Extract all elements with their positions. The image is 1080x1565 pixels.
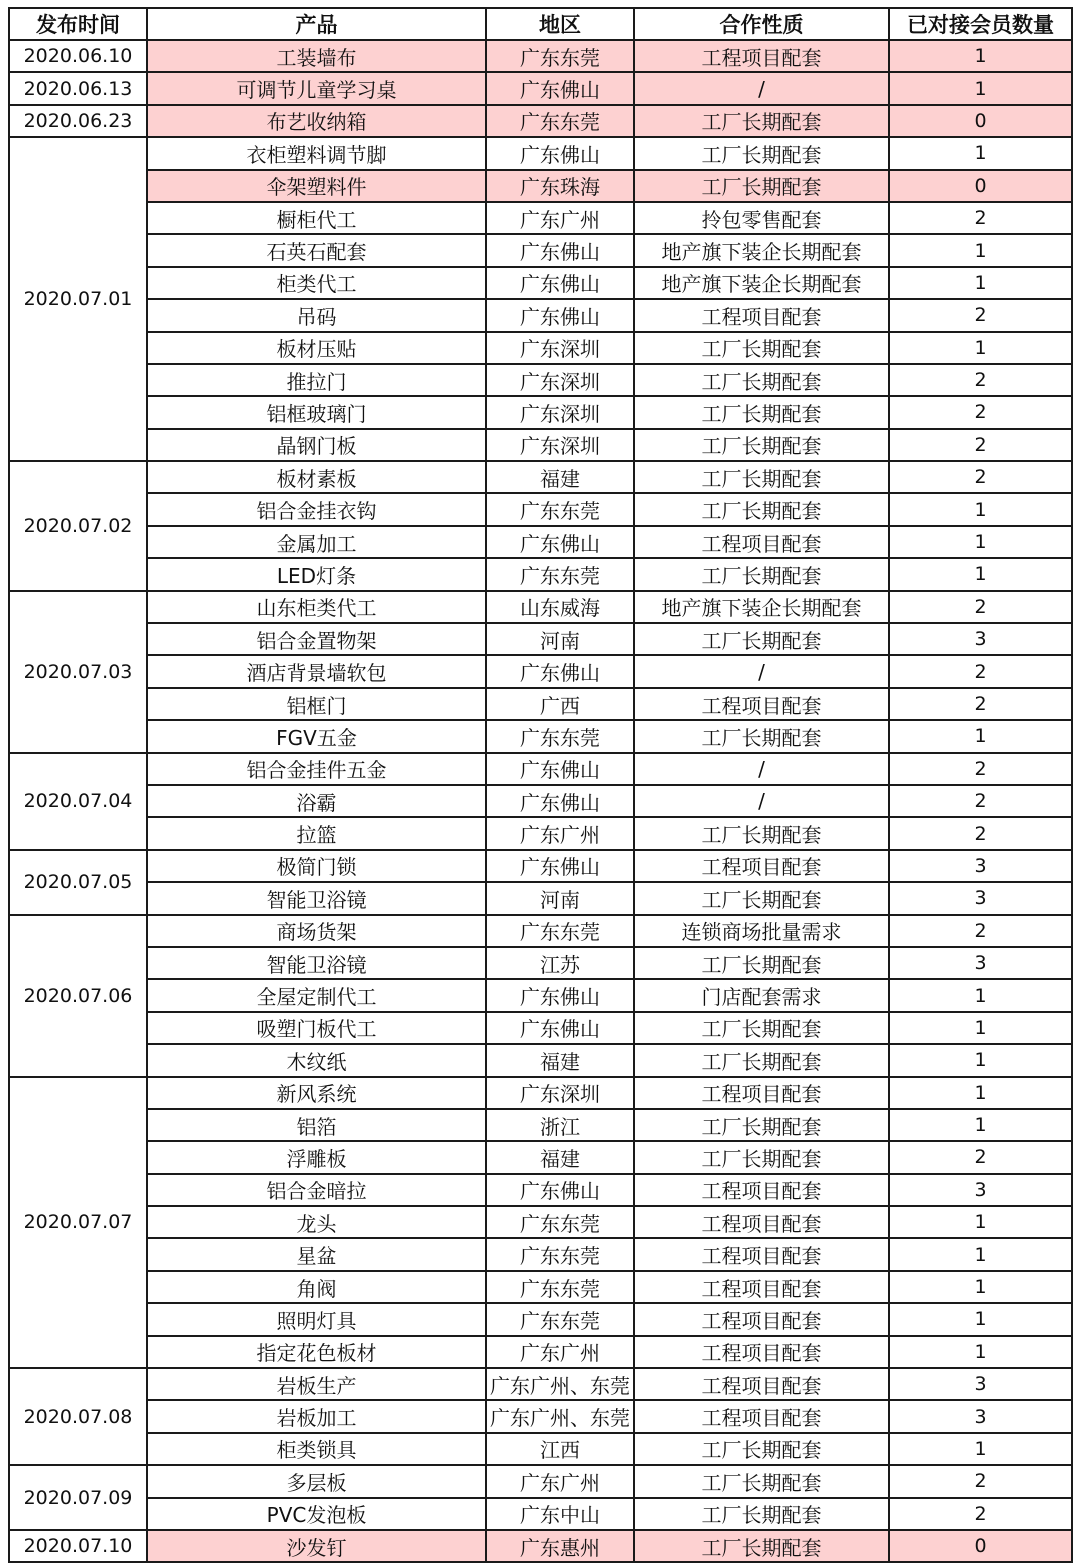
- nature-cell: 门店配套需求: [634, 979, 889, 1011]
- count-cell: 1: [889, 267, 1072, 299]
- count-cell: 3: [889, 850, 1072, 882]
- nature-cell: 工程项目配套: [634, 1238, 889, 1270]
- count-cell: 2: [889, 753, 1072, 785]
- table-row: [9, 915, 1072, 947]
- region-cell: 广东东莞: [486, 915, 634, 947]
- nature-cell: 工厂长期配套: [634, 1530, 889, 1562]
- header-count: 已对接会员数量: [889, 8, 1072, 40]
- count-cell: 1: [889, 1336, 1072, 1368]
- nature-cell: 拎包零售配套: [634, 202, 889, 234]
- nature-cell: 工厂长期配套: [634, 332, 889, 364]
- nature-cell: 工程项目配套: [634, 1368, 889, 1400]
- count-cell: 3: [889, 882, 1072, 914]
- count-cell: 1: [889, 137, 1072, 169]
- region-cell: 浙江: [486, 1109, 634, 1141]
- count-cell: 1: [889, 1012, 1072, 1044]
- table-row: [9, 493, 1072, 525]
- nature-cell: 工厂长期配套: [634, 1433, 889, 1465]
- count-cell: 2: [889, 915, 1072, 947]
- product-cell: FGV五金: [147, 720, 486, 752]
- region-cell: 广东东莞: [486, 720, 634, 752]
- nature-cell: 工厂长期配套: [634, 493, 889, 525]
- nature-cell: 地产旗下装企长期配套: [634, 591, 889, 623]
- table-row: [9, 429, 1072, 461]
- table-row: [9, 882, 1072, 914]
- product-cell: 多层板: [147, 1465, 486, 1497]
- table-row: [9, 1077, 1072, 1109]
- table-row: [9, 526, 1072, 558]
- region-cell: 福建: [486, 1141, 634, 1173]
- count-cell: 2: [889, 1141, 1072, 1173]
- region-cell: 广东佛山: [486, 753, 634, 785]
- product-cell: 板材压贴: [147, 332, 486, 364]
- date-cell: 2020.06.13: [9, 72, 147, 104]
- count-cell: 2: [889, 396, 1072, 428]
- nature-cell: 工程项目配套: [634, 1400, 889, 1432]
- nature-cell: 地产旗下装企长期配套: [634, 234, 889, 266]
- nature-cell: /: [634, 785, 889, 817]
- region-cell: 广东东莞: [486, 1238, 634, 1270]
- nature-cell: 工厂长期配套: [634, 1012, 889, 1044]
- product-cell: 板材素板: [147, 461, 486, 493]
- product-cell: 极简门锁: [147, 850, 486, 882]
- nature-cell: 工厂长期配套: [634, 137, 889, 169]
- nature-cell: /: [634, 72, 889, 104]
- region-cell: 广东广州、东莞: [486, 1400, 634, 1432]
- product-cell: 角阀: [147, 1271, 486, 1303]
- date-cell: 2020.07.06: [9, 915, 147, 1077]
- region-cell: 广东广州、东莞: [486, 1368, 634, 1400]
- count-cell: 3: [889, 1400, 1072, 1432]
- table-row: [9, 1141, 1072, 1173]
- nature-cell: 工程项目配套: [634, 850, 889, 882]
- header-row: [9, 8, 1072, 40]
- region-cell: 广东东莞: [486, 558, 634, 590]
- count-cell: 3: [889, 1174, 1072, 1206]
- date-cell: 2020.07.05: [9, 850, 147, 915]
- product-cell: 衣柜塑料调节脚: [147, 137, 486, 169]
- product-cell: 吸塑门板代工: [147, 1012, 486, 1044]
- count-cell: 3: [889, 623, 1072, 655]
- count-cell: 2: [889, 299, 1072, 331]
- count-cell: 1: [889, 1238, 1072, 1270]
- table-row: [9, 1400, 1072, 1432]
- date-cell: 2020.07.02: [9, 461, 147, 591]
- count-cell: 3: [889, 947, 1072, 979]
- region-cell: 广东佛山: [486, 137, 634, 169]
- table-row: [9, 785, 1072, 817]
- date-cell: 2020.07.01: [9, 137, 147, 461]
- region-cell: 广东佛山: [486, 1174, 634, 1206]
- nature-cell: 连锁商场批量需求: [634, 915, 889, 947]
- nature-cell: 工程项目配套: [634, 1336, 889, 1368]
- product-cell: 橱柜代工: [147, 202, 486, 234]
- table-row: [9, 1465, 1072, 1497]
- table-row: [9, 1530, 1072, 1562]
- nature-cell: 工厂长期配套: [634, 105, 889, 137]
- region-cell: 广东佛山: [486, 850, 634, 882]
- product-cell: 拉篮: [147, 817, 486, 849]
- region-cell: 广东广州: [486, 1336, 634, 1368]
- product-cell: 指定花色板材: [147, 1336, 486, 1368]
- table-row: [9, 817, 1072, 849]
- product-cell: 浮雕板: [147, 1141, 486, 1173]
- nature-cell: 工程项目配套: [634, 1174, 889, 1206]
- nature-cell: 工程项目配套: [634, 1271, 889, 1303]
- product-cell: 木纹纸: [147, 1044, 486, 1076]
- region-cell: 广东佛山: [486, 979, 634, 1011]
- count-cell: 1: [889, 1077, 1072, 1109]
- table-row: [9, 1336, 1072, 1368]
- count-cell: 2: [889, 655, 1072, 687]
- nature-cell: 工厂长期配套: [634, 170, 889, 202]
- table-row: [9, 850, 1072, 882]
- table-row: [9, 1271, 1072, 1303]
- nature-cell: 工厂长期配套: [634, 720, 889, 752]
- count-cell: 1: [889, 40, 1072, 72]
- table-row: [9, 364, 1072, 396]
- product-cell: 石英石配套: [147, 234, 486, 266]
- region-cell: 广东深圳: [486, 332, 634, 364]
- nature-cell: 工程项目配套: [634, 1206, 889, 1238]
- table-row: [9, 1109, 1072, 1141]
- date-cell: 2020.07.08: [9, 1368, 147, 1465]
- count-cell: 0: [889, 1530, 1072, 1562]
- nature-cell: 工程项目配套: [634, 526, 889, 558]
- product-cell: 岩板加工: [147, 1400, 486, 1432]
- table-row: [9, 1174, 1072, 1206]
- table-body: [9, 40, 1072, 1562]
- nature-cell: 工厂长期配套: [634, 461, 889, 493]
- nature-cell: 工厂长期配套: [634, 1044, 889, 1076]
- region-cell: 广东中山: [486, 1498, 634, 1530]
- table-row: [9, 461, 1072, 493]
- table-row: [9, 105, 1072, 137]
- nature-cell: 工厂长期配套: [634, 623, 889, 655]
- table-row: [9, 234, 1072, 266]
- table-row: [9, 720, 1072, 752]
- count-cell: 1: [889, 1303, 1072, 1335]
- region-cell: 广东广州: [486, 1465, 634, 1497]
- table-row: [9, 1012, 1072, 1044]
- count-cell: 2: [889, 1465, 1072, 1497]
- region-cell: 广东东莞: [486, 493, 634, 525]
- count-cell: 3: [889, 1368, 1072, 1400]
- region-cell: 广东佛山: [486, 655, 634, 687]
- region-cell: 广东佛山: [486, 267, 634, 299]
- product-cell: 晶钢门板: [147, 429, 486, 461]
- table-row: [9, 688, 1072, 720]
- nature-cell: 工厂长期配套: [634, 558, 889, 590]
- region-cell: 广东佛山: [486, 785, 634, 817]
- table-row: [9, 591, 1072, 623]
- count-cell: 2: [889, 817, 1072, 849]
- header-region: 地区: [486, 8, 634, 40]
- product-cell: 智能卫浴镜: [147, 947, 486, 979]
- product-cell: 铝合金挂件五金: [147, 753, 486, 785]
- supply-demand-table: [8, 7, 1073, 1563]
- count-cell: 1: [889, 979, 1072, 1011]
- product-cell: LED灯条: [147, 558, 486, 590]
- product-cell: 铝箔: [147, 1109, 486, 1141]
- table-row: [9, 947, 1072, 979]
- product-cell: 金属加工: [147, 526, 486, 558]
- region-cell: 广东珠海: [486, 170, 634, 202]
- nature-cell: 工程项目配套: [634, 1303, 889, 1335]
- nature-cell: 地产旗下装企长期配套: [634, 267, 889, 299]
- table-row: [9, 137, 1072, 169]
- table-row: [9, 1368, 1072, 1400]
- table-row: [9, 170, 1072, 202]
- count-cell: 1: [889, 526, 1072, 558]
- table-row: [9, 558, 1072, 590]
- region-cell: 广东东莞: [486, 1271, 634, 1303]
- product-cell: 龙头: [147, 1206, 486, 1238]
- nature-cell: 工程项目配套: [634, 688, 889, 720]
- count-cell: 1: [889, 1206, 1072, 1238]
- product-cell: 可调节儿童学习桌: [147, 72, 486, 104]
- region-cell: 广东深圳: [486, 1077, 634, 1109]
- nature-cell: 工厂长期配套: [634, 817, 889, 849]
- region-cell: 河南: [486, 623, 634, 655]
- date-cell: 2020.07.10: [9, 1530, 147, 1562]
- count-cell: 2: [889, 364, 1072, 396]
- count-cell: 1: [889, 72, 1072, 104]
- region-cell: 江苏: [486, 947, 634, 979]
- product-cell: 浴霸: [147, 785, 486, 817]
- nature-cell: 工厂长期配套: [634, 1498, 889, 1530]
- count-cell: 1: [889, 1044, 1072, 1076]
- header-nature: 合作性质: [634, 8, 889, 40]
- nature-cell: /: [634, 753, 889, 785]
- region-cell: 广东东莞: [486, 1303, 634, 1335]
- count-cell: 2: [889, 785, 1072, 817]
- region-cell: 广东惠州: [486, 1530, 634, 1562]
- region-cell: 广东广州: [486, 202, 634, 234]
- product-cell: 吊码: [147, 299, 486, 331]
- table-row: [9, 1433, 1072, 1465]
- date-cell: 2020.07.09: [9, 1465, 147, 1530]
- count-cell: 2: [889, 688, 1072, 720]
- date-cell: 2020.06.23: [9, 105, 147, 137]
- count-cell: 1: [889, 558, 1072, 590]
- product-cell: 智能卫浴镜: [147, 882, 486, 914]
- product-cell: 柜类代工: [147, 267, 486, 299]
- product-cell: 酒店背景墙软包: [147, 655, 486, 687]
- region-cell: 广东佛山: [486, 234, 634, 266]
- table-row: [9, 1206, 1072, 1238]
- nature-cell: 工厂长期配套: [634, 396, 889, 428]
- region-cell: 广东东莞: [486, 105, 634, 137]
- nature-cell: 工厂长期配套: [634, 1141, 889, 1173]
- region-cell: 广东东莞: [486, 40, 634, 72]
- table-row: [9, 202, 1072, 234]
- region-cell: 山东威海: [486, 591, 634, 623]
- date-cell: 2020.07.07: [9, 1077, 147, 1369]
- table-row: [9, 1044, 1072, 1076]
- nature-cell: 工厂长期配套: [634, 947, 889, 979]
- count-cell: 2: [889, 461, 1072, 493]
- product-cell: 山东柜类代工: [147, 591, 486, 623]
- region-cell: 广西: [486, 688, 634, 720]
- header-product: 产品: [147, 8, 486, 40]
- product-cell: 铝框玻璃门: [147, 396, 486, 428]
- count-cell: 1: [889, 493, 1072, 525]
- table-row: [9, 623, 1072, 655]
- count-cell: 1: [889, 1271, 1072, 1303]
- count-cell: 1: [889, 720, 1072, 752]
- region-cell: 广东深圳: [486, 429, 634, 461]
- table-row: [9, 332, 1072, 364]
- region-cell: 广东佛山: [486, 1012, 634, 1044]
- nature-cell: 工厂长期配套: [634, 429, 889, 461]
- date-cell: 2020.07.04: [9, 753, 147, 850]
- table-row: [9, 753, 1072, 785]
- region-cell: 河南: [486, 882, 634, 914]
- product-cell: 照明灯具: [147, 1303, 486, 1335]
- count-cell: 1: [889, 234, 1072, 266]
- table-row: [9, 1238, 1072, 1270]
- count-cell: 0: [889, 170, 1072, 202]
- date-cell: 2020.07.03: [9, 591, 147, 753]
- product-cell: 铝合金挂衣钩: [147, 493, 486, 525]
- product-cell: 伞架塑料件: [147, 170, 486, 202]
- nature-cell: 工程项目配套: [634, 1077, 889, 1109]
- table-row: [9, 299, 1072, 331]
- table-row: [9, 72, 1072, 104]
- count-cell: 2: [889, 1498, 1072, 1530]
- count-cell: 2: [889, 429, 1072, 461]
- count-cell: 1: [889, 332, 1072, 364]
- table-row: [9, 40, 1072, 72]
- product-cell: 铝框门: [147, 688, 486, 720]
- product-cell: 布艺收纳箱: [147, 105, 486, 137]
- count-cell: 2: [889, 591, 1072, 623]
- region-cell: 福建: [486, 1044, 634, 1076]
- product-cell: 工装墙布: [147, 40, 486, 72]
- date-cell: 2020.06.10: [9, 40, 147, 72]
- nature-cell: 工厂长期配套: [634, 1465, 889, 1497]
- table-row: [9, 655, 1072, 687]
- region-cell: 广东深圳: [486, 396, 634, 428]
- product-cell: 商场货架: [147, 915, 486, 947]
- count-cell: 1: [889, 1109, 1072, 1141]
- nature-cell: 工程项目配套: [634, 299, 889, 331]
- region-cell: 广东东莞: [486, 1206, 634, 1238]
- nature-cell: 工厂长期配套: [634, 364, 889, 396]
- nature-cell: 工厂长期配套: [634, 882, 889, 914]
- table-row: [9, 267, 1072, 299]
- table-row: [9, 1303, 1072, 1335]
- region-cell: 江西: [486, 1433, 634, 1465]
- table-row: [9, 979, 1072, 1011]
- product-cell: 星盆: [147, 1238, 486, 1270]
- table-row: [9, 1498, 1072, 1530]
- product-cell: 岩板生产: [147, 1368, 486, 1400]
- product-cell: 推拉门: [147, 364, 486, 396]
- region-cell: 广东广州: [486, 817, 634, 849]
- product-cell: 新风系统: [147, 1077, 486, 1109]
- nature-cell: 工厂长期配套: [634, 1109, 889, 1141]
- nature-cell: /: [634, 655, 889, 687]
- product-cell: 沙发钉: [147, 1530, 486, 1562]
- product-cell: 柜类锁具: [147, 1433, 486, 1465]
- region-cell: 广东佛山: [486, 526, 634, 558]
- count-cell: 2: [889, 202, 1072, 234]
- region-cell: 广东佛山: [486, 72, 634, 104]
- nature-cell: 工程项目配套: [634, 40, 889, 72]
- count-cell: 0: [889, 105, 1072, 137]
- count-cell: 1: [889, 1433, 1072, 1465]
- table-row: [9, 396, 1072, 428]
- product-cell: 铝合金置物架: [147, 623, 486, 655]
- region-cell: 福建: [486, 461, 634, 493]
- header-date: 发布时间: [9, 8, 147, 40]
- product-cell: 全屋定制代工: [147, 979, 486, 1011]
- table-container: [8, 7, 1073, 1563]
- region-cell: 广东佛山: [486, 299, 634, 331]
- product-cell: PVC发泡板: [147, 1498, 486, 1530]
- product-cell: 铝合金暗拉: [147, 1174, 486, 1206]
- region-cell: 广东深圳: [486, 364, 634, 396]
